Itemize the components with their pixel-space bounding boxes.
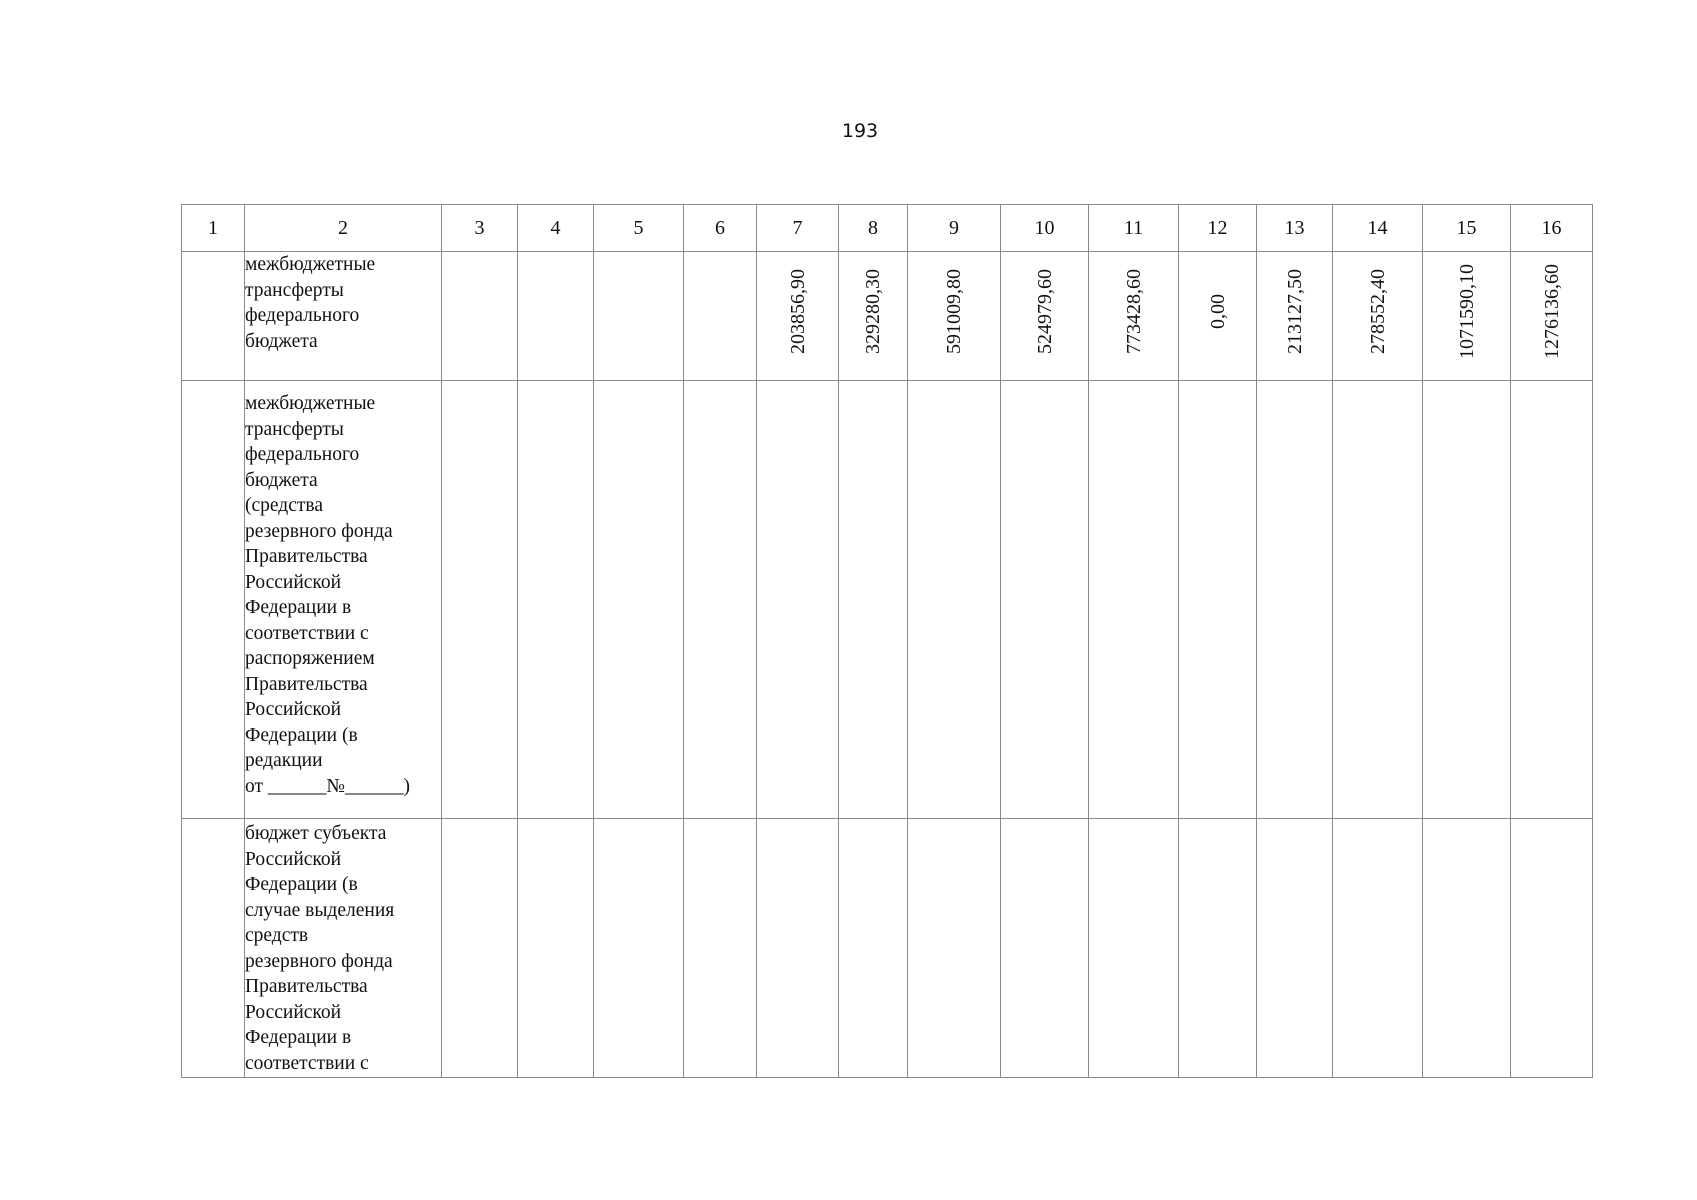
value-cell: [442, 819, 518, 1078]
value-cell: [1179, 819, 1257, 1078]
value-cell: [518, 252, 594, 381]
value-cell: [442, 381, 518, 819]
row-description: межбюджетные трансферты федерального бюджета (средства резервного фонда Правительства Российской Федерации в соответствии с распоряжением Правительства Российской Федерации (в редакции от ______№______): [245, 381, 442, 819]
value-cell: [1179, 252, 1257, 381]
row-description: межбюджетные трансферты федерального бюджета: [245, 252, 442, 381]
value-cell: [1511, 252, 1593, 381]
value-cell: [1089, 381, 1179, 819]
column-header: 2: [245, 205, 442, 252]
value-cell: [1423, 381, 1511, 819]
column-header: 9: [908, 205, 1001, 252]
value-cell: [684, 381, 757, 819]
value-cell: [757, 252, 839, 381]
value-cell: [1257, 819, 1333, 1078]
value-cell: [1089, 252, 1179, 381]
table-row-federal-transfers: [182, 252, 1593, 381]
budget-table: [181, 204, 1593, 1078]
column-header: 10: [1001, 205, 1089, 252]
value-cell: [1001, 381, 1089, 819]
column-header: 14: [1333, 205, 1423, 252]
value-text: 524979,60: [1033, 269, 1056, 355]
column-header: 1: [182, 205, 245, 252]
value-text: 591009,80: [943, 269, 965, 355]
value-cell: [1001, 252, 1089, 381]
value-cell: [1511, 819, 1593, 1078]
column-header: 11: [1089, 205, 1179, 252]
column-header: 6: [684, 205, 757, 252]
row-number-cell: [182, 252, 245, 381]
value-text: 203856,90: [786, 269, 809, 355]
value-cell: [594, 381, 684, 819]
value-cell: [1423, 819, 1511, 1078]
column-header: 16: [1511, 205, 1593, 252]
value-cell: [684, 819, 757, 1078]
value-cell: [908, 252, 1001, 381]
column-header: 13: [1257, 205, 1333, 252]
value-cell: [908, 381, 1001, 819]
table-row-subject-budget: [182, 819, 1593, 1078]
value-text: 329280,30: [862, 269, 884, 355]
value-text: 1276136,60: [1540, 264, 1563, 360]
value-cell: [518, 381, 594, 819]
value-cell: [594, 252, 684, 381]
value-cell: [839, 381, 908, 819]
column-header: 8: [839, 205, 908, 252]
value-text: 1071590,10: [1455, 264, 1478, 360]
value-text: 278552,40: [1366, 269, 1389, 355]
value-cell: [1511, 381, 1593, 819]
value-cell: [1089, 819, 1179, 1078]
value-cell: [1257, 252, 1333, 381]
table-row-reserve-fund: [182, 381, 1593, 819]
value-cell: [1257, 381, 1333, 819]
column-header: 4: [518, 205, 594, 252]
value-cell: [757, 819, 839, 1078]
value-text: 213127,50: [1283, 269, 1306, 355]
value-cell: [684, 252, 757, 381]
column-header: 3: [442, 205, 518, 252]
value-cell: [1179, 381, 1257, 819]
column-header: 7: [757, 205, 839, 252]
page-number: 193: [841, 120, 879, 142]
column-header: 12: [1179, 205, 1257, 252]
value-cell: [518, 819, 594, 1078]
value-cell: [908, 819, 1001, 1078]
value-cell: [839, 252, 908, 381]
column-header: 5: [594, 205, 684, 252]
value-cell: [1423, 252, 1511, 381]
value-cell: [442, 252, 518, 381]
value-cell: [757, 381, 839, 819]
column-number-row: [182, 205, 1593, 252]
value-text: 0,00: [1206, 294, 1229, 330]
row-number-cell: [182, 819, 245, 1078]
value-cell: [1333, 819, 1423, 1078]
value-cell: [1001, 819, 1089, 1078]
value-cell: [1333, 252, 1423, 381]
row-number-cell: [182, 381, 245, 819]
column-header: 15: [1423, 205, 1511, 252]
row-description: бюджет субъекта Российской Федерации (в случае выделения средств резервного фонда Правительства Российской Федерации в соответствии с: [245, 819, 442, 1078]
value-cell: [594, 819, 684, 1078]
value-text: 773428,60: [1122, 269, 1145, 355]
value-cell: [1333, 381, 1423, 819]
value-cell: [839, 819, 908, 1078]
